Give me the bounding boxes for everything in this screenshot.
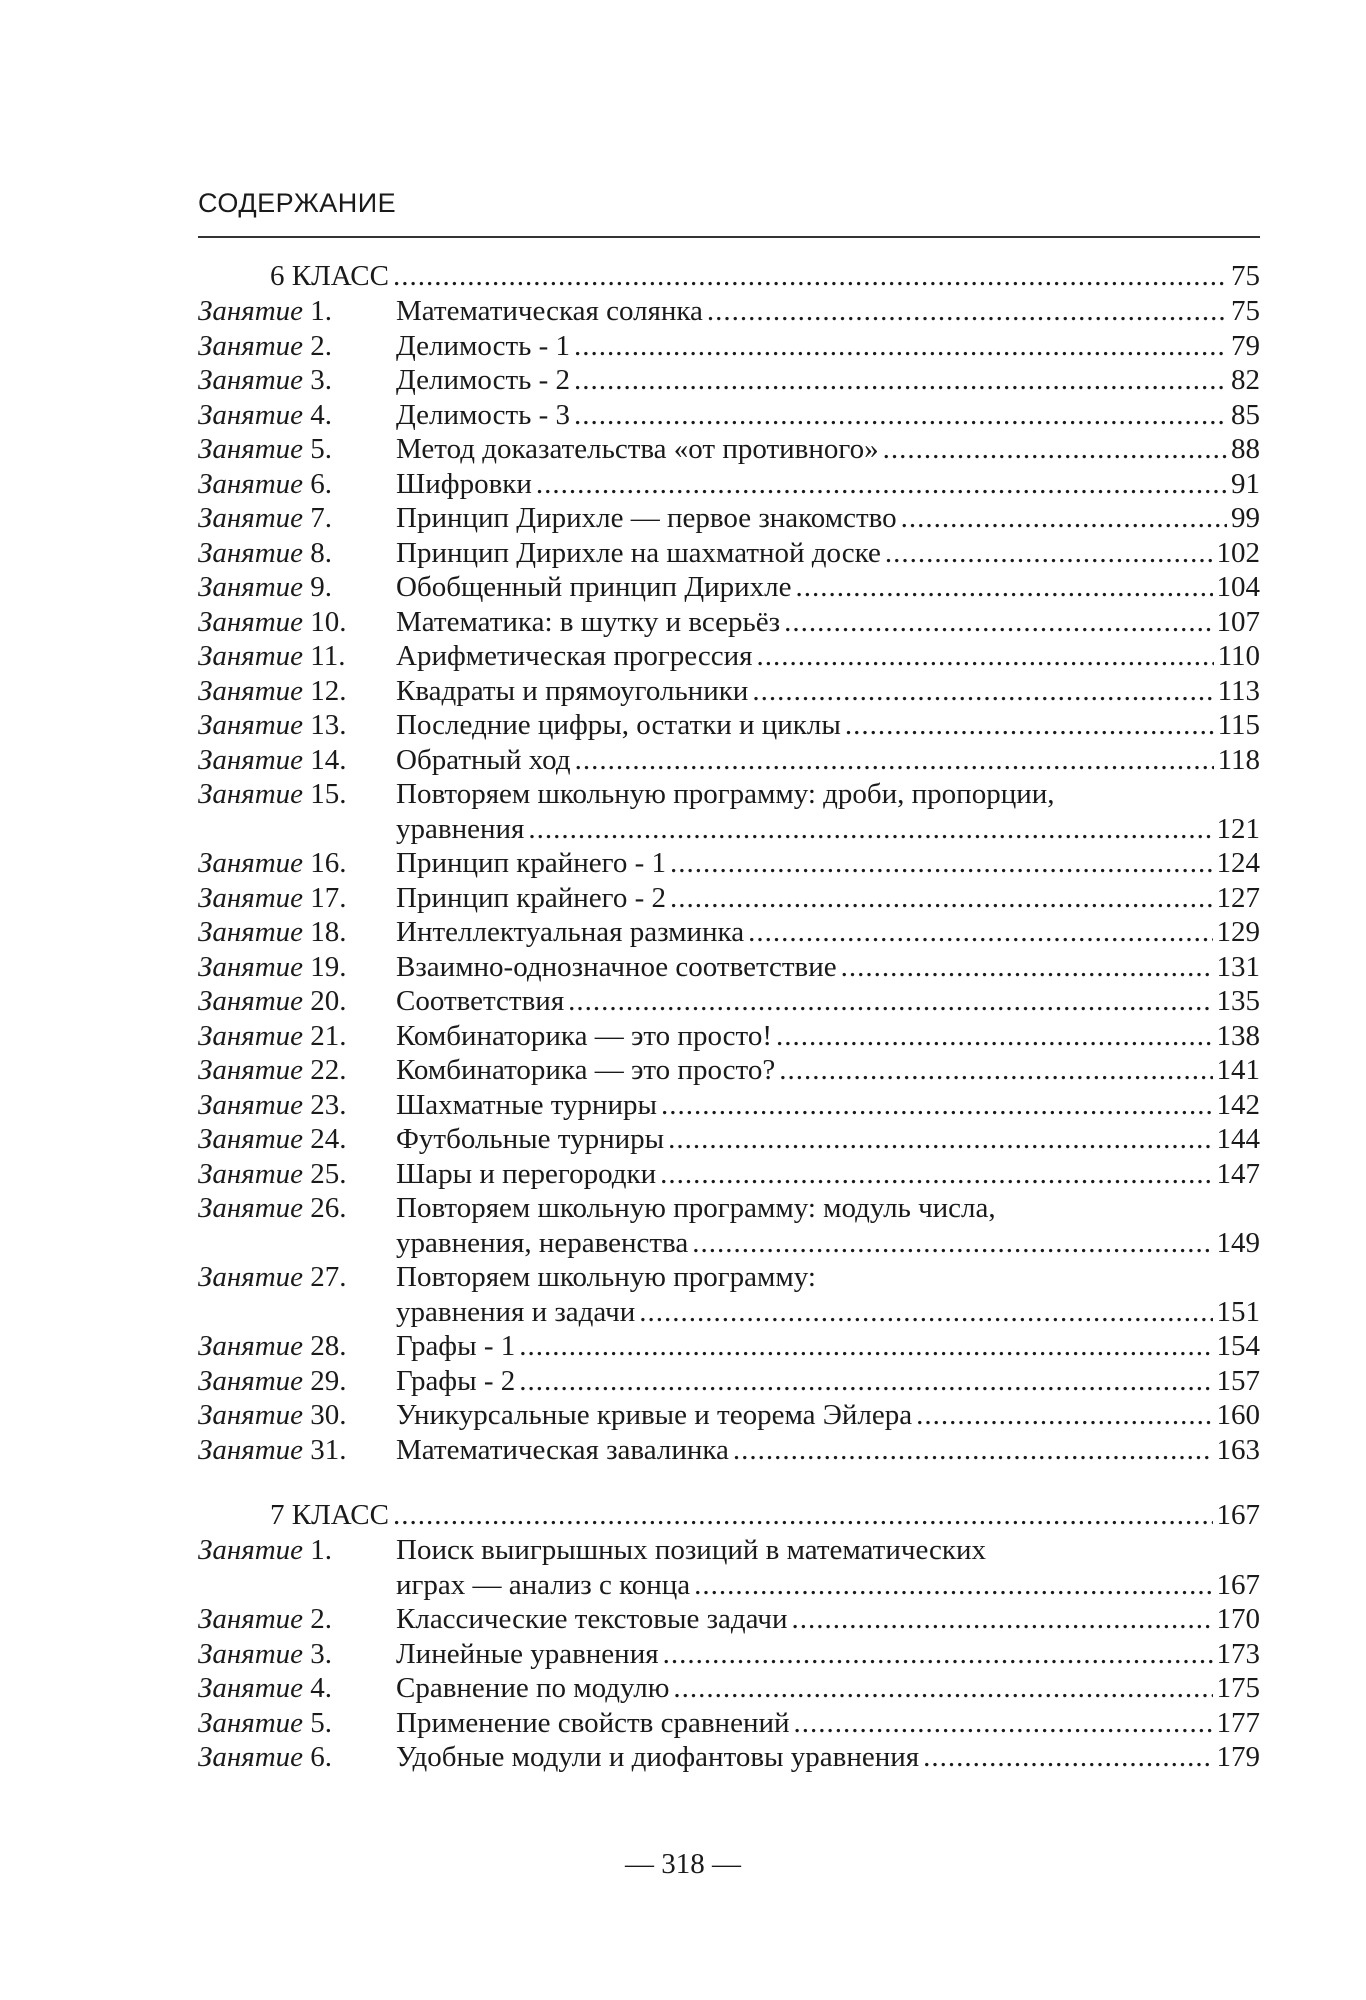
lesson-number: 5. <box>303 433 333 465</box>
lesson-title: Принцип крайнего - 1 <box>396 847 666 879</box>
lesson-page-number: 151 <box>1216 1295 1260 1328</box>
lesson-title: Делимость - 1 <box>396 329 570 362</box>
lesson-page-number: 157 <box>1216 1364 1260 1397</box>
section-heading <box>270 258 1260 294</box>
toc-entry <box>198 1329 1260 1364</box>
lesson-number: 31. <box>303 1433 347 1466</box>
lesson-title: уравнения, неравенства <box>396 1226 689 1259</box>
lesson-word: Занятие <box>198 536 304 569</box>
lesson-number: 2. <box>303 1603 333 1635</box>
leader-dots <box>393 258 1227 294</box>
lesson-page-number: 135 <box>1216 985 1260 1017</box>
section-page-number: 167 <box>1216 1499 1260 1531</box>
leader-dots <box>692 1226 1212 1261</box>
lesson-page-number: 104 <box>1216 571 1260 603</box>
lesson-number: 11. <box>303 640 346 672</box>
lesson-label <box>198 1637 396 1672</box>
lesson-title: Делимость - 3 <box>396 398 570 431</box>
lesson-label <box>198 1260 396 1295</box>
lesson-label <box>198 1533 396 1568</box>
leader-dots <box>536 467 1227 502</box>
lesson-number: 6. <box>303 1741 333 1773</box>
lesson-page-number: 99 <box>1231 502 1260 534</box>
lesson-label <box>198 536 396 571</box>
leader-dots <box>668 1122 1212 1157</box>
leader-dots <box>794 1706 1213 1741</box>
toc-entry <box>198 363 1260 398</box>
lesson-label <box>198 294 396 329</box>
toc-entry <box>198 432 1260 467</box>
toc-entry <box>198 1364 1260 1399</box>
toc-entry <box>198 1019 1260 1054</box>
toc-entry <box>198 639 1260 674</box>
lesson-label <box>198 1364 396 1399</box>
lesson-page-number: 91 <box>1231 467 1260 500</box>
toc-entry <box>198 467 1260 502</box>
lesson-number: 29. <box>303 1364 347 1397</box>
lesson-label <box>198 1019 396 1054</box>
leader-dots <box>660 1157 1212 1192</box>
leader-dots <box>575 743 1214 778</box>
leader-dots <box>752 674 1213 709</box>
lesson-label <box>198 846 396 881</box>
lesson-label <box>198 432 396 467</box>
toc-entry <box>198 743 1260 778</box>
lesson-label <box>198 1602 396 1637</box>
lesson-page-number: 144 <box>1216 1123 1260 1155</box>
lesson-page-number: 167 <box>1216 1568 1260 1601</box>
leader-dots <box>776 1019 1213 1054</box>
leader-dots <box>663 1637 1213 1672</box>
lesson-page-number: 160 <box>1216 1399 1260 1431</box>
toc-entry <box>198 1740 1260 1775</box>
lesson-label <box>198 1329 396 1364</box>
lesson-title: Арифметическая прогрессия <box>396 640 753 672</box>
lesson-title: Шары и перегородки <box>396 1157 657 1190</box>
lesson-page-number: 79 <box>1231 329 1260 362</box>
lesson-word: Занятие <box>198 329 304 362</box>
lesson-number: 20. <box>303 985 347 1017</box>
section-title: 6 КЛАСС <box>270 260 389 292</box>
lesson-number: 18. <box>303 916 347 948</box>
lesson-number: 10. <box>303 605 347 638</box>
lesson-page-number: 121 <box>1216 812 1260 845</box>
lesson-title: Повторяем школьную программу: <box>396 1261 816 1293</box>
lesson-title: Последние цифры, остатки и циклы <box>396 709 841 741</box>
lesson-title: Графы - 1 <box>396 1330 516 1362</box>
lesson-number: 30. <box>303 1399 347 1431</box>
lesson-label <box>198 950 396 985</box>
lesson-label <box>198 1053 396 1088</box>
leader-dots <box>670 846 1213 881</box>
lesson-number: 9. <box>303 571 333 603</box>
lesson-page-number: 147 <box>1216 1157 1260 1190</box>
lesson-word: Занятие <box>198 605 304 638</box>
lesson-label <box>198 501 396 536</box>
lesson-word: Занятие <box>198 674 304 707</box>
lesson-title: играх — анализ с конца <box>396 1568 691 1601</box>
lesson-page-number: 129 <box>1216 916 1260 948</box>
lesson-page-number: 170 <box>1216 1603 1260 1635</box>
lesson-page-number: 118 <box>1217 743 1260 776</box>
lesson-page-number: 88 <box>1231 433 1260 465</box>
header-rule <box>198 236 1260 238</box>
lesson-title: Поиск выигрышных позиций в математических <box>396 1534 987 1566</box>
lesson-title: Повторяем школьную программу: дроби, пропорции, <box>396 778 1055 810</box>
toc-entry <box>198 674 1260 709</box>
leader-dots <box>661 1088 1212 1123</box>
lesson-title: Математика: в шутку и всерьёз <box>396 605 781 638</box>
lesson-title: Принцип Дирихле на шахматной доске <box>396 536 881 569</box>
lesson-word: Занятие <box>198 433 304 465</box>
lesson-number: 23. <box>303 1088 347 1121</box>
lesson-page-number: 177 <box>1216 1706 1260 1739</box>
leader-dots <box>845 708 1214 743</box>
toc-entry <box>198 1706 1260 1741</box>
lesson-title: Комбинаторика — это просто? <box>396 1054 776 1086</box>
lesson-page-number: 138 <box>1216 1019 1260 1052</box>
leader-dots <box>733 1433 1213 1468</box>
lesson-word: Занятие <box>198 1261 304 1293</box>
lesson-title: Шифровки <box>396 467 532 500</box>
toc-entry <box>198 777 1260 812</box>
leader-dots <box>885 536 1213 571</box>
lesson-label <box>198 1433 396 1468</box>
lesson-number: 24. <box>303 1123 347 1155</box>
toc-entry <box>198 984 1260 1019</box>
lesson-word: Занятие <box>198 1603 304 1635</box>
lesson-number: 15. <box>303 778 347 810</box>
lesson-page-number: 179 <box>1216 1741 1260 1773</box>
toc-entry <box>198 950 1260 985</box>
lesson-word: Занятие <box>198 881 304 914</box>
lesson-word: Занятие <box>198 364 304 396</box>
lesson-label <box>198 1398 396 1433</box>
table-of-contents <box>198 258 1260 1775</box>
page-number: — 318 — <box>625 1848 741 1880</box>
lesson-number: 21. <box>303 1019 347 1052</box>
leader-dots <box>923 1740 1212 1775</box>
leader-dots <box>673 1671 1212 1706</box>
section-page-number: 75 <box>1231 260 1260 292</box>
toc-entry <box>198 1260 1260 1295</box>
lesson-word: Занятие <box>198 1741 304 1773</box>
lesson-title: Математическая солянка <box>396 295 703 327</box>
toc-entry <box>198 915 1260 950</box>
lesson-title: Обратный ход <box>396 743 571 776</box>
toc-entry <box>198 1533 1260 1568</box>
leader-dots <box>568 984 1212 1019</box>
lesson-word: Занятие <box>198 1637 304 1670</box>
leader-dots <box>694 1568 1212 1603</box>
lesson-word: Занятие <box>198 502 304 534</box>
toc-entry <box>198 501 1260 536</box>
leader-dots <box>748 915 1212 950</box>
leader-dots <box>519 1329 1212 1364</box>
lesson-label <box>198 1157 396 1192</box>
lesson-label <box>198 777 396 812</box>
leader-dots <box>784 605 1212 640</box>
leader-dots <box>779 1053 1212 1088</box>
lesson-label <box>198 915 396 950</box>
toc-entry <box>198 1637 1260 1672</box>
lesson-label <box>198 743 396 778</box>
toc-entry <box>198 398 1260 433</box>
toc-entry <box>198 1053 1260 1088</box>
lesson-number: 6. <box>303 467 333 500</box>
lesson-title: Повторяем школьную программу: модуль числа, <box>396 1192 996 1224</box>
lesson-word: Занятие <box>198 571 304 603</box>
lesson-label <box>198 570 396 605</box>
lesson-label <box>198 639 396 674</box>
lesson-word: Занятие <box>198 1330 304 1362</box>
lesson-word: Занятие <box>198 1019 304 1052</box>
lesson-label <box>198 467 396 502</box>
lesson-page-number: 127 <box>1216 881 1260 914</box>
lesson-label <box>198 1740 396 1775</box>
toc-entry-continuation <box>198 1295 1260 1330</box>
lesson-title: Футбольные турниры <box>396 1123 665 1155</box>
lesson-number: 5. <box>303 1706 333 1739</box>
lesson-title: Линейные уравнения <box>396 1637 659 1670</box>
toc-entry-continuation <box>198 812 1260 847</box>
leader-dots <box>841 950 1213 985</box>
lesson-label <box>198 881 396 916</box>
lesson-number: 26. <box>303 1192 347 1224</box>
lesson-word: Занятие <box>198 709 304 741</box>
lesson-title: Удобные модули и диофантовы уравнения <box>396 1741 920 1773</box>
lesson-word: Занятие <box>198 1123 304 1155</box>
lesson-page-number: 113 <box>1217 674 1260 707</box>
lesson-number: 2. <box>303 329 333 362</box>
lesson-title: Интеллектуальная разминка <box>396 916 745 948</box>
leader-dots <box>756 639 1213 674</box>
lesson-number: 27. <box>303 1261 347 1293</box>
toc-entry <box>198 1602 1260 1637</box>
toc-entry <box>198 605 1260 640</box>
lesson-page-number: 131 <box>1216 950 1260 983</box>
lesson-number: 1. <box>303 295 333 327</box>
lesson-page-number: 115 <box>1217 709 1260 741</box>
lesson-number: 16. <box>303 847 347 879</box>
lesson-title: Классические текстовые задачи <box>396 1603 788 1635</box>
toc-entry <box>198 846 1260 881</box>
lesson-word: Занятие <box>198 1157 304 1190</box>
lesson-title: Математическая завалинка <box>396 1433 729 1466</box>
lesson-word: Занятие <box>198 847 304 879</box>
lesson-title: Принцип Дирихле — первое знакомство <box>396 502 897 534</box>
lesson-title: Делимость - 2 <box>396 364 570 396</box>
leader-dots <box>639 1295 1212 1330</box>
toc-entry <box>198 1088 1260 1123</box>
lesson-word: Занятие <box>198 1672 304 1704</box>
lesson-title: Соответствия <box>396 985 565 1017</box>
lesson-page-number: 102 <box>1216 536 1260 569</box>
toc-entry <box>198 1122 1260 1157</box>
lesson-label <box>198 363 396 398</box>
lesson-page-number: 163 <box>1216 1433 1260 1466</box>
lesson-number: 13. <box>303 709 347 741</box>
lesson-page-number: 107 <box>1216 605 1260 638</box>
lesson-word: Занятие <box>198 1433 304 1466</box>
lesson-title: уравнения <box>396 812 525 845</box>
lesson-number: 25. <box>303 1157 347 1190</box>
lesson-number: 1. <box>303 1534 333 1566</box>
toc-entry <box>198 536 1260 571</box>
leader-dots <box>792 1602 1213 1637</box>
lesson-number: 17. <box>303 881 347 914</box>
toc-entry <box>198 708 1260 743</box>
leader-dots <box>901 501 1227 536</box>
lesson-page-number: 75 <box>1231 295 1260 327</box>
lesson-word: Занятие <box>198 1534 304 1566</box>
lesson-word: Занятие <box>198 1706 304 1739</box>
toc-entry <box>198 1398 1260 1433</box>
toc-entry <box>198 1433 1260 1468</box>
lesson-title: Метод доказательства «от противного» <box>396 433 879 465</box>
lesson-word: Занятие <box>198 467 304 500</box>
leader-dots <box>574 398 1227 433</box>
lesson-title: Сравнение по модулю <box>396 1672 670 1704</box>
lesson-word: Занятие <box>198 1399 304 1431</box>
toc-entry-continuation <box>198 1226 1260 1261</box>
lesson-word: Занятие <box>198 743 304 776</box>
toc-entry <box>198 881 1260 916</box>
lesson-word: Занятие <box>198 1088 304 1121</box>
lesson-number: 7. <box>303 502 333 534</box>
lesson-title: уравнения и задачи <box>396 1295 636 1328</box>
lesson-word: Занятие <box>198 1054 304 1086</box>
toc-entry <box>198 329 1260 364</box>
leader-dots <box>574 329 1227 364</box>
lesson-title: Взаимно-однозначное соответствие <box>396 950 837 983</box>
lesson-page-number: 142 <box>1216 1088 1260 1121</box>
lesson-page-number: 110 <box>1217 640 1260 672</box>
lesson-label <box>198 1191 396 1226</box>
lesson-page-number: 175 <box>1216 1672 1260 1704</box>
lesson-number: 4. <box>303 1672 333 1704</box>
lesson-title: Комбинаторика — это просто! <box>396 1019 772 1052</box>
toc-entry <box>198 1191 1260 1226</box>
lesson-label <box>198 708 396 743</box>
lesson-number: 14. <box>303 743 347 776</box>
lesson-title: Квадраты и прямоугольники <box>396 674 749 707</box>
lesson-title: Уникурсальные кривые и теорема Эйлера <box>396 1399 913 1431</box>
section-heading <box>270 1497 1260 1533</box>
lesson-number: 19. <box>303 950 347 983</box>
lesson-page-number: 141 <box>1216 1054 1260 1086</box>
toc-entry <box>198 570 1260 605</box>
section-title: 7 КЛАСС <box>270 1499 389 1531</box>
lesson-label <box>198 1088 396 1123</box>
lesson-page-number: 173 <box>1216 1637 1260 1670</box>
leader-dots <box>574 363 1227 398</box>
lesson-page-number: 85 <box>1231 398 1260 431</box>
lesson-label <box>198 605 396 640</box>
running-header: СОДЕРЖАНИЕ <box>198 188 397 218</box>
lesson-word: Занятие <box>198 985 304 1017</box>
lesson-title: Графы - 2 <box>396 1364 516 1397</box>
lesson-number: 8. <box>303 536 333 569</box>
lesson-label <box>198 674 396 709</box>
lesson-number: 3. <box>303 364 333 396</box>
leader-dots <box>795 570 1212 605</box>
toc-entry <box>198 1671 1260 1706</box>
leader-dots <box>916 1398 1212 1433</box>
leader-dots <box>528 812 1212 847</box>
toc-entry <box>198 294 1260 329</box>
lesson-page-number: 124 <box>1216 847 1260 879</box>
lesson-title: Применение свойств сравнений <box>396 1706 790 1739</box>
lesson-word: Занятие <box>198 1192 304 1224</box>
leader-dots <box>519 1364 1212 1399</box>
lesson-label <box>198 398 396 433</box>
lesson-label <box>198 1671 396 1706</box>
toc-entry <box>198 1157 1260 1192</box>
toc-entry-continuation <box>198 1568 1260 1603</box>
lesson-number: 28. <box>303 1330 347 1362</box>
lesson-number: 3. <box>303 1637 333 1670</box>
lesson-word: Занятие <box>198 398 304 431</box>
lesson-title: Обобщенный принцип Дирихле <box>396 571 792 603</box>
lesson-word: Занятие <box>198 1364 304 1397</box>
lesson-title: Шахматные турниры <box>396 1088 658 1121</box>
lesson-page-number: 154 <box>1216 1330 1260 1362</box>
lesson-word: Занятие <box>198 640 304 672</box>
lesson-word: Занятие <box>198 295 304 327</box>
lesson-number: 22. <box>303 1054 347 1086</box>
lesson-page-number: 149 <box>1216 1226 1260 1259</box>
lesson-number: 12. <box>303 674 347 707</box>
lesson-label <box>198 1706 396 1741</box>
lesson-label <box>198 984 396 1019</box>
leader-dots <box>883 432 1227 467</box>
leader-dots <box>393 1497 1213 1533</box>
lesson-page-number: 82 <box>1231 364 1260 396</box>
lesson-word: Занятие <box>198 778 304 810</box>
lesson-number: 4. <box>303 398 333 431</box>
lesson-word: Занятие <box>198 950 304 983</box>
lesson-word: Занятие <box>198 916 304 948</box>
lesson-title: Принцип крайнего - 2 <box>396 881 666 914</box>
lesson-label <box>198 329 396 364</box>
leader-dots <box>707 294 1227 329</box>
leader-dots <box>670 881 1213 916</box>
lesson-label <box>198 1122 396 1157</box>
